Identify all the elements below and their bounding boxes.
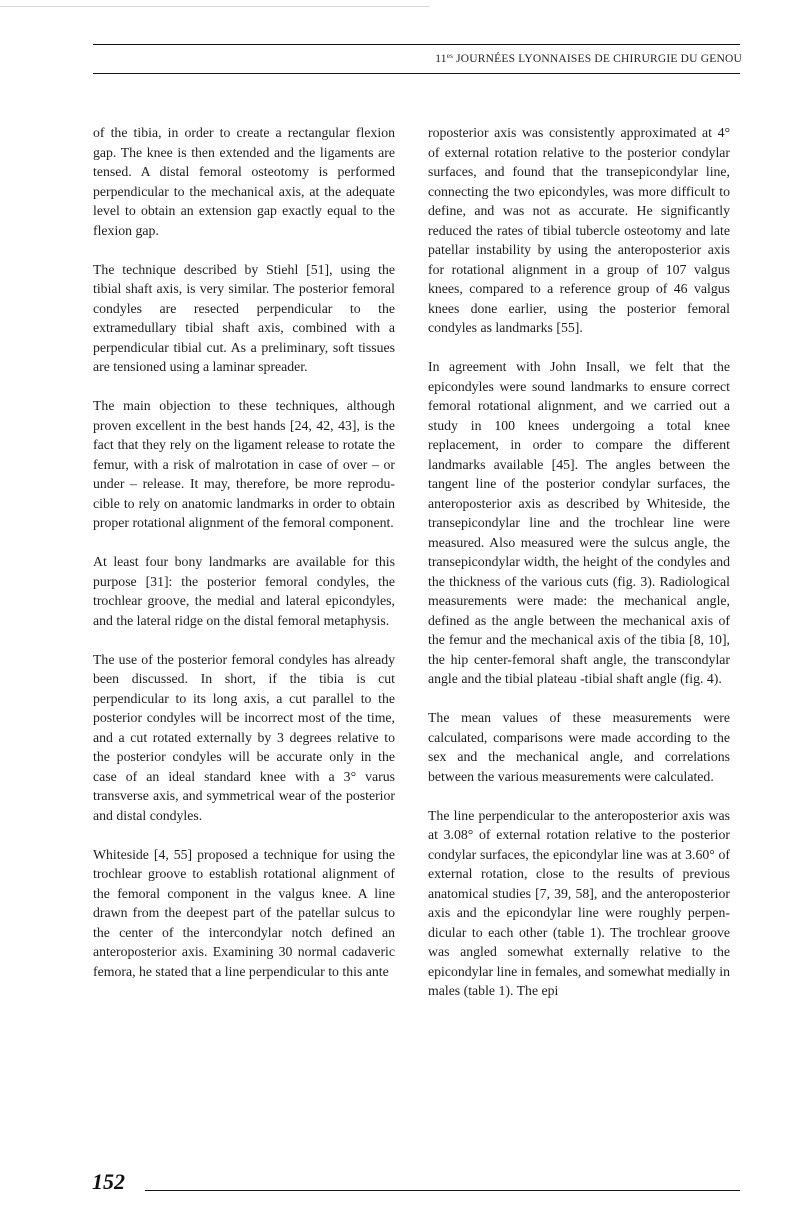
paragraph: of the tibia, in order to create a rectangular flexion gap. The knee is then extended and the ligaments are tensed. A distal femoral osteotomy is performed perpendicular to the mechanical axis, at the adequate level to obtain an extension gap exactly equal to the flexion gap. [93, 125, 395, 238]
right-text-column [428, 123, 730, 1020]
header-title: JOURNÉES LYONNAISES DE CHIRURGIE DU GENOU [456, 53, 742, 65]
paragraph: roposterior axis was consistently approximated at 4° of external rotation relative to the posterior condylar surfaces, and found that the transepicondylar line, connecting the two epicondyles, was more difficult to define, and was not as accurate. He significantly reduced the rates of tibial tubercle osteotomy and late patellar instability by using the anteroposterior axis for rotational alignment in a group of 107 valgus knees, compared to a reference group of 46 valgus knees done earlier, using the posterior femoral condyles as landmarks [55]. [428, 125, 730, 335]
left-text-column [93, 123, 395, 1001]
paragraph: The use of the posterior femoral condyles has already been discussed. In short, if the tibia is cut perpendicular to its long axis, a cut parallel to the posterior condyles will be incorrect most of the time, and a cut rotated externally by 3 degrees relative to the posterior condyles will be accurate only in the case of an ideal standard knee with a 3° varus transverse axis, and symmetrical wear of the posterior and distal condyles. [93, 651, 395, 823]
header-rule-bottom [93, 73, 740, 74]
paragraph: At least four bony landmarks are available for this purpose [31]: the posterior femoral condyles, the trochlear groove, the medial and lateral epicondyles, and the lateral ridge on the distal femoral metaphysis. [93, 554, 395, 628]
paragraph: The technique described by Stiehl [51], using the tibial shaft axis, is very similar. The posterior femoral condyles are resected perpendicular to the extramedullary tibial shaft axis, combined with a perpendicular tibial cut. As a preliminary, soft tissues are tensioned using a laminar spreader. [93, 261, 395, 374]
page-number: 152 [92, 1169, 125, 1194]
scan-edge-line [0, 6, 430, 7]
running-header [435, 52, 742, 65]
header-ordinal-suffix: es [446, 52, 453, 60]
paragraph: The line perpendicular to the anteroposterior axis was at 3.08° of external rotation relative to the posterior condylar surfaces, the epicondylar line was at 3.60° of external rotation, close to the results of previous anatomical studies [7, 39, 58], and the anteroposterior axis and the epicondylar line were roughly perpendicular to each other (table 1). The trochlear groove was angled somewhat externally relative to the epicondylar line in females, and somewhat medially in males (table 1). The epi [428, 807, 730, 998]
paragraph: In agreement with John Insall, we felt that the epicondyles were sound landmarks to ensure correct femoral rotational alignment, and we carried out a study in 100 knees undergoing a total knee replacement, in order to compare the different landmarks available [45]. The angles between the tangent line of the posterior condylar surfaces, the anteroposterior axis as described by Whiteside, the transepicondylar line and the trochlear line were measured. Also measured were the sulcus angle, the transepicondylar width, the height of the condyles and the thickness of the various cuts (fig. 3). Radiological measurements were made: the mechanical angle, defined as the angle between the mechanical axis of the femur and the mechanical axis of the tibia [8, 10], the hip center-femoral shaft angle, the transcondylar angle and the tibial plateau -tibial shaft angle (fig. 4). [428, 359, 730, 686]
paragraph: The main objection to these techniques, although proven excellent in the best hands [24, 42, 43], is the fact that they rely on the ligament release to rotate the femur, with a risk of malrotation in case of over – or under – release. It may, therefore, be more reproducible to rely on anatomic landmarks in order to obtain proper rotational alignment of the femoral component. [93, 398, 395, 530]
header-rule-top [93, 44, 740, 45]
header-ordinal: 11 [435, 53, 447, 65]
footer-rule [145, 1190, 740, 1191]
paragraph: The mean values of these measurements were calculated, comparisons were made according to the sex and the mechanical angle, and correlations between the various measurements were calculated. [428, 710, 730, 784]
paragraph: Whiteside [4, 55] proposed a technique for using the trochlear groove to establish rotational alignment of the femoral component in the valgus knee. A line drawn from the deepest part of the patellar sulcus to the center of the intercondylar notch defined an anteroposterior axis. Examining 30 normal cadaveric femora, he stated that a line perpendicular to this ante [93, 846, 395, 979]
